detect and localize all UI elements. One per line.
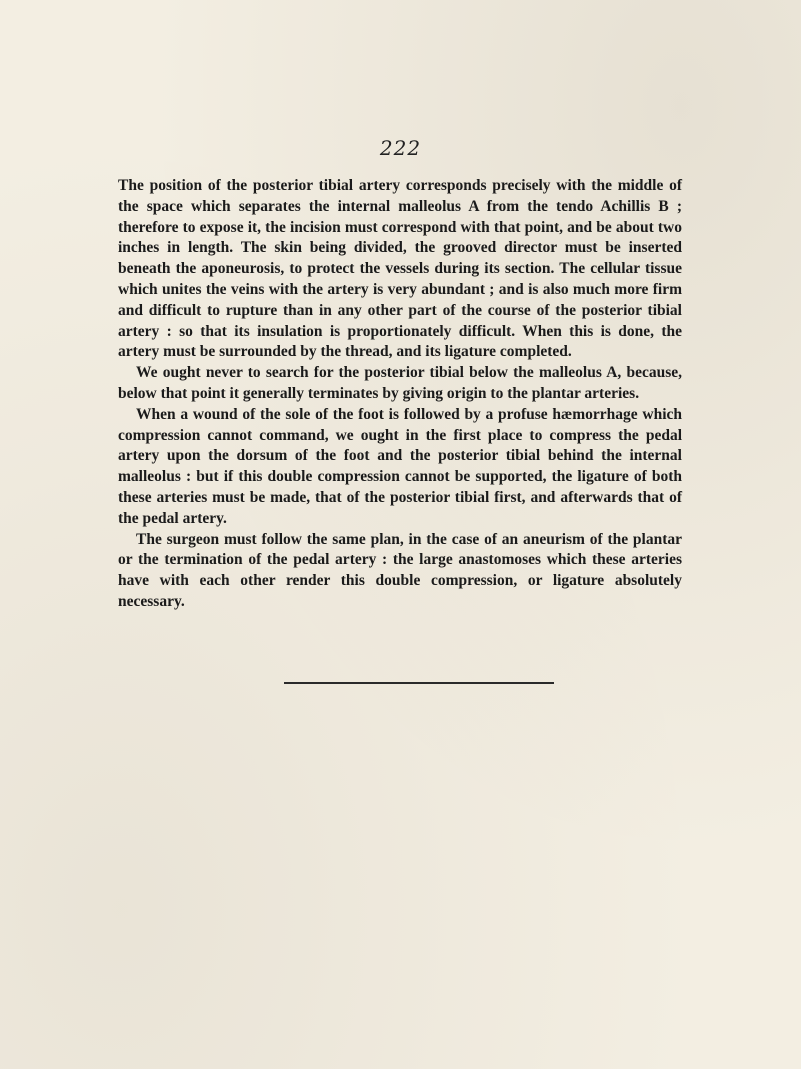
- paragraph-below-malleolus: We ought never to search for the posterior tibial below the malleolus A, because, below that point it generally terminates by giving origin to the plantar arteries.: [118, 364, 682, 402]
- section-divider-rule: [284, 682, 554, 684]
- page-number: 222: [379, 136, 422, 160]
- paragraph-plantar-aneurism: The surgeon must follow the same plan, in the case of an aneurism of the plantar or the termination of the pedal artery : the large anastomoses which these arteries have with each other render this double compression, or ligature absolutely necessary.: [118, 530, 682, 610]
- paragraph-sole-wound: When a wound of the sole of the foot is followed by a profuse hæmorrhage which compression cannot command, we ought in the first place to compress the pedal artery upon the dorsum of the foot and the posterior tibial behind the internal malleolus : but if this double compression cannot be supported, the ligature of both these arteries must be made, that of the posterior tibial first, and afterwards that of the pedal artery.: [118, 405, 682, 527]
- paragraph-posterior-tibial-position: The position of the posterior tibial artery corresponds precisely with the middle of the space which separates the internal malleolus A from the tendo Achillis B ; therefore to expose it, the incision must correspond with that point, and be about two inches in length. The skin being divided, the grooved director must be inserted beneath the aponeurosis, to protect the vessels during its section. The cellular tissue which unites the veins with the artery is very abundant ; and is also much more firm and difficult to rupture than in any other part of the course of the posterior tibial artery : so that its insulation is proportionately difficult. When this is done, the artery must be surrounded by the thread, and its ligature completed.: [118, 177, 682, 361]
- body-text: [118, 176, 682, 613]
